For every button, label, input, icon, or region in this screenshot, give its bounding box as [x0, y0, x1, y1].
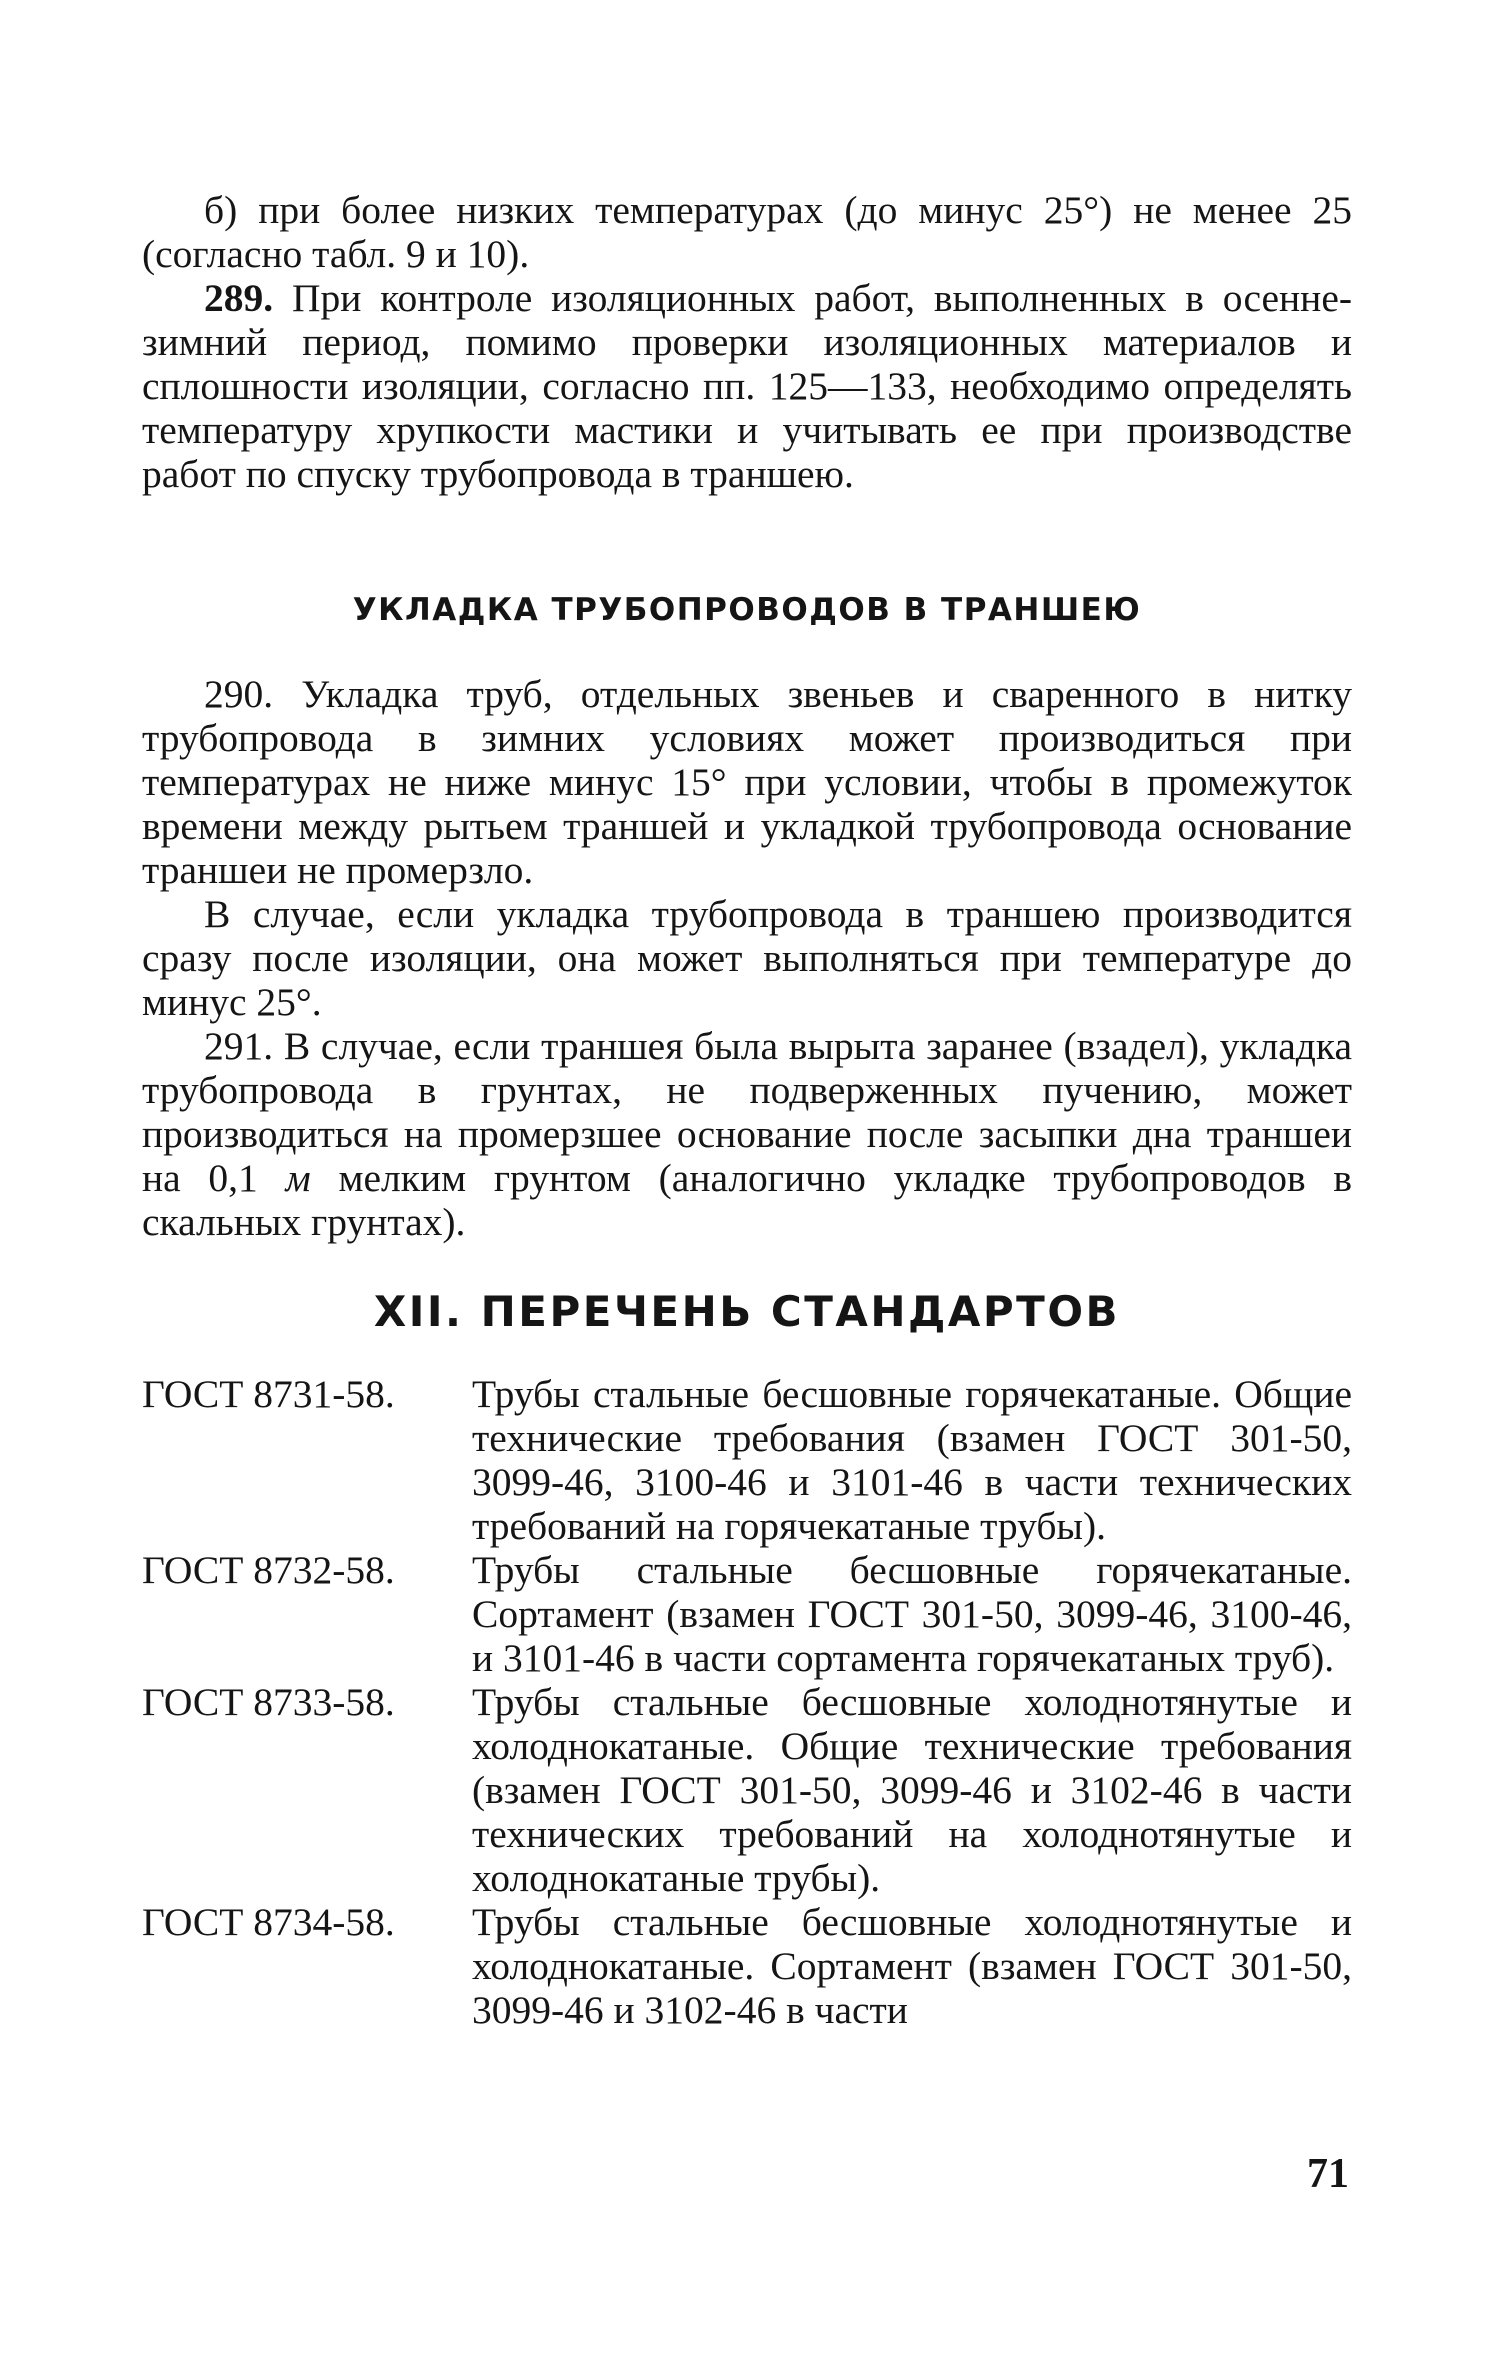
standard-code: ГОСТ 8734-58.	[142, 1900, 395, 1944]
section-laying	[142, 588, 1352, 632]
standard-code: ГОСТ 8733-58.	[142, 1680, 395, 1724]
paragraph-b: б) при более низких температурах (до минус 25°) не менее 25 (согласно табл. 9 и 10).	[142, 188, 1352, 276]
paragraph-290-continued: В случае, если укладка трубопровода в траншею производится сразу после изоляции, она может выполняться при температуре до минус 25°.	[142, 892, 1352, 1024]
standard-item	[142, 1680, 1352, 1900]
paragraph-291	[142, 1024, 1352, 1244]
standard-description: Трубы стальные бесшовные холоднотянутые и холоднокатаные. Общие технические требования (взамен ГОСТ 301-50, 3099-46 и 3102-46 в части технических требований на холоднотянутые и холоднокатаные трубы).	[472, 1680, 1352, 1900]
section-laying-body	[142, 672, 1352, 1244]
section-title-laying: УКЛАДКА ТРУБОПРОВОДОВ В ТРАНШЕЮ	[352, 592, 1142, 628]
standard-description: Трубы стальные бесшовные горячекатаные. Общие технические требования (взамен ГОСТ 301-50, 3099-46, 3100-46 и 3101-46 в части технических требований на горячекатаные трубы).	[472, 1372, 1352, 1548]
paragraph-289	[142, 276, 1352, 496]
top-text-block	[142, 188, 1352, 496]
standard-item	[142, 1372, 1352, 1548]
standard-description: Трубы стальные бесшовные горячекатаные. Сортамент (взамен ГОСТ 301-50, 3099-46, 3100-46, и 3101-46 в части сортамента горячекатаных труб).	[472, 1548, 1352, 1680]
paragraph-289-text: При контроле изоляционных работ, выполненных в осенне-зимний период, помимо проверки изоляционных материалов и сплошности изоляции, согласно пп. 125—133, необходимо определять температуру хрупкости мастики и учитывать ее при производстве работ по спуску трубопровода в траншею.	[142, 276, 1352, 496]
standard-item	[142, 1900, 1352, 2032]
standards-list	[142, 1372, 1352, 2032]
standard-item	[142, 1548, 1352, 1680]
page-number: 71	[1307, 2151, 1349, 2197]
standard-description: Трубы стальные бесшовные холоднотянутые и холоднокатаные. Сортамент (взамен ГОСТ 301-50, 3099-46 и 3102-46 в части	[472, 1900, 1352, 2032]
section-title-standards: XII. ПЕРЕЧЕНЬ СТАНДАРТОВ	[373, 1287, 1121, 1336]
paragraph-290: 290. Укладка труб, отдельных звеньев и сваренного в нитку трубопровода в зимних условиях может производиться при температурах не ниже минус 15° при условии, чтобы в промежуток времени между рытьем траншей и укладкой трубопровода основание траншеи не промерзло.	[142, 672, 1352, 892]
paragraph-289-number: 289.	[204, 276, 274, 320]
paragraph-291-text-b: мелким грунтом (аналогично укладке трубопроводов в скальных грунтах).	[142, 1156, 1352, 1244]
paragraph-291-text-a: 291. В случае, если траншея была вырыта заранее (взадел), укладка трубопровода в грунтах, не подверженных пучению, может производиться на промерзшее основание после засыпки дна траншеи на 0,1	[142, 1024, 1352, 1200]
paragraph-291-unit: м	[285, 1156, 311, 1200]
section-standards-heading	[142, 1287, 1352, 1336]
standard-code: ГОСТ 8731-58.	[142, 1372, 395, 1416]
standard-code: ГОСТ 8732-58.	[142, 1548, 395, 1592]
